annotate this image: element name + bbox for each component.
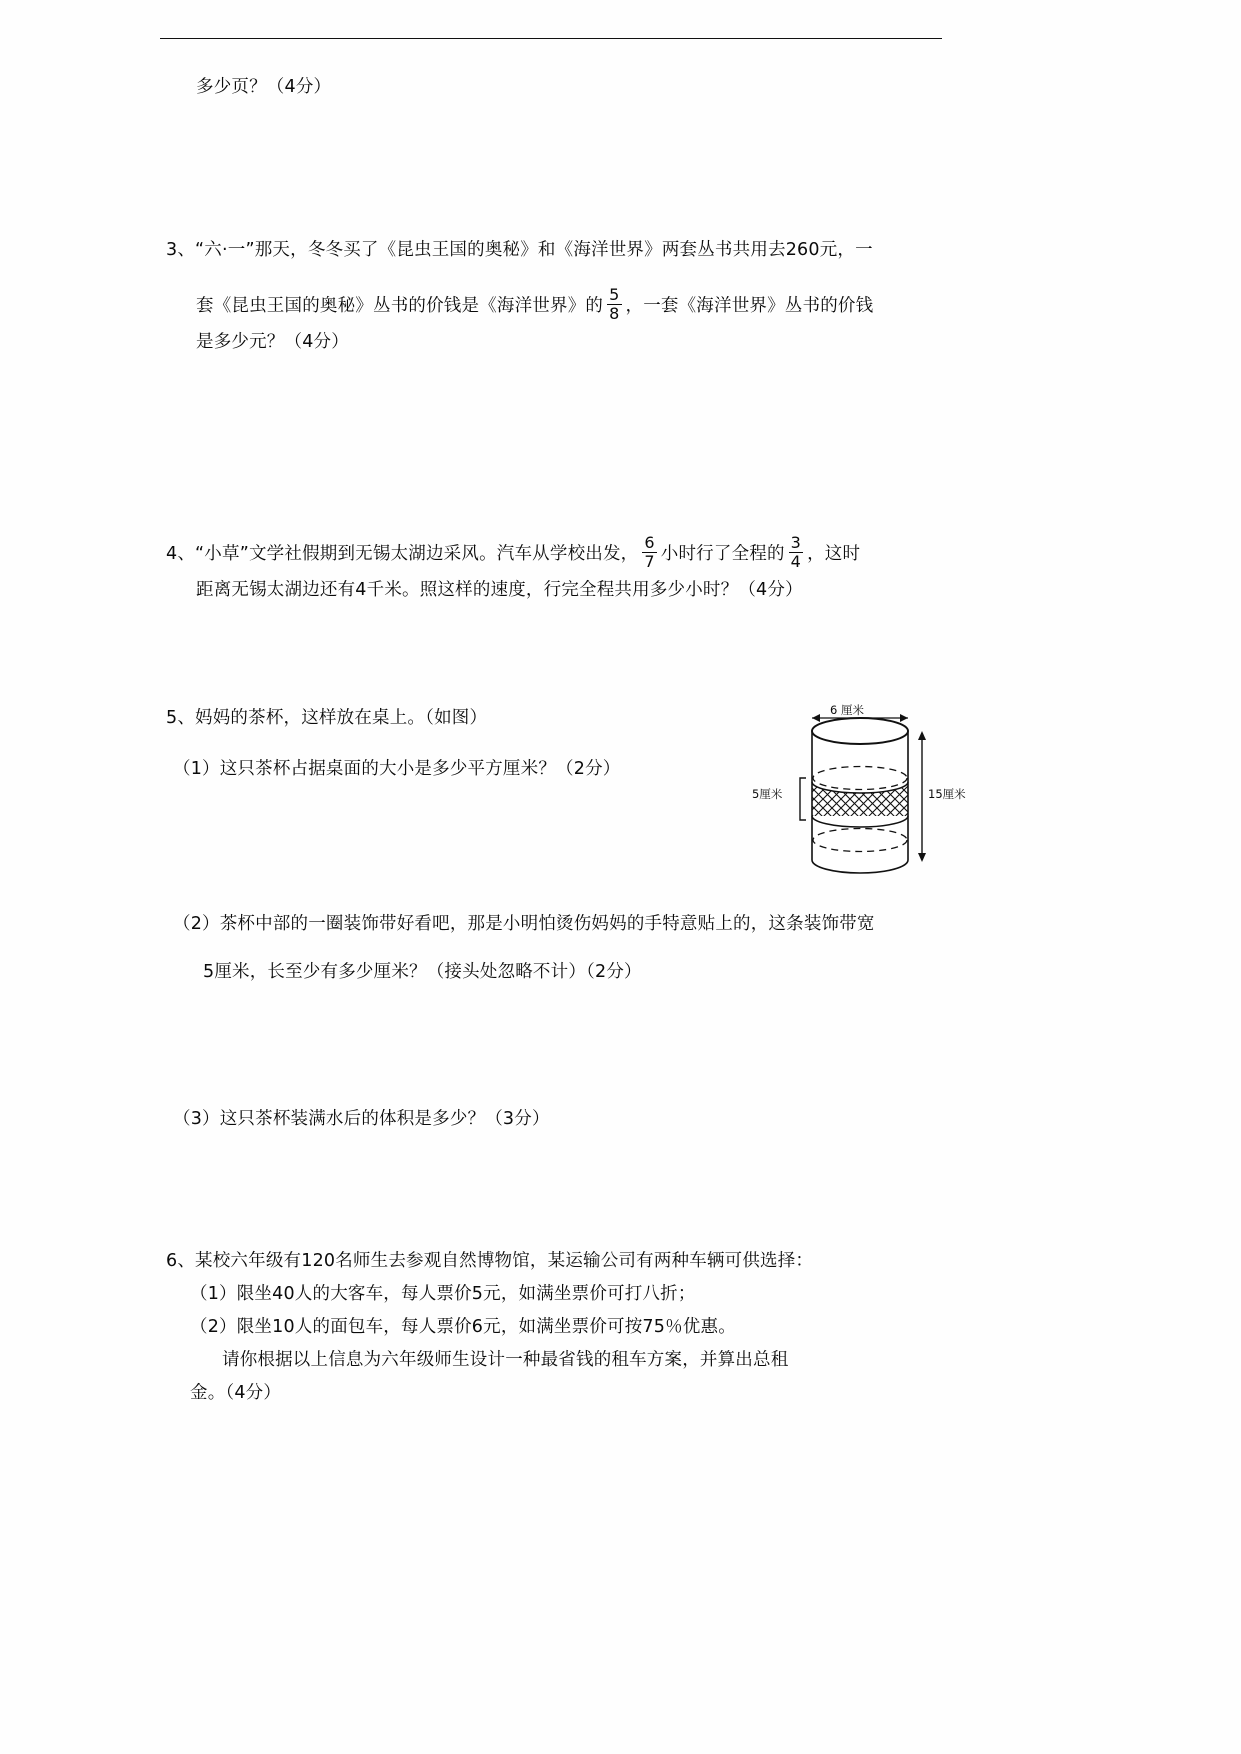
question-5-line-1: 5、妈妈的茶杯，这样放在桌上。（如图） [166, 708, 488, 728]
question-4-line-1 [166, 533, 861, 572]
fraction-5-8 [607, 287, 621, 323]
q3-l2-part-b: ，一套《海洋世界》丛书的价钱 [625, 295, 874, 316]
q4-l1-part-a: 4、“小草”文学社假期到无锡太湖边采风。汽车从学校出发， [166, 543, 639, 564]
question-4-line-2: 距离无锡太湖边还有4千米。照这样的速度，行完全程共用多少小时？（4分） [196, 580, 803, 600]
teacup-cylinder-figure [752, 700, 975, 890]
figure-label-band-width: 5厘米 [752, 787, 783, 801]
question-3-line-1: 3、“六·一”那天，冬冬买了《昆虫王国的奥秘》和《海洋世界》两套丛书共用去260元，一 [166, 240, 873, 260]
arrow-head-up [918, 731, 926, 740]
continued-question-text: 多少页？（4分） [196, 77, 332, 97]
fraction-denominator: 4 [790, 552, 802, 572]
fraction-denominator: 8 [609, 304, 620, 324]
question-6-option-1: （1）限坐40人的大客车，每人票价5元，如满坐票价可打八折； [190, 1284, 696, 1304]
question-6-prompt-line-2: 金。（4分） [190, 1383, 282, 1403]
question-5-sub-3: （3）这只茶杯装满水后的体积是多少？（3分） [173, 1109, 550, 1129]
fraction-numerator: 3 [790, 533, 802, 552]
figure-label-diameter: 6 厘米 [830, 703, 864, 717]
question-6-option-2: （2）限坐10人的面包车，每人票价6元，如满坐票价可按75％优惠。 [190, 1317, 736, 1337]
arrow-head-down [918, 853, 926, 862]
q3-l2-part-a: 套《昆虫王国的奥秘》丛书的价钱是《海洋世界》的 [196, 295, 604, 316]
q4-l1-part-c: ，这时 [807, 543, 861, 564]
question-6-prompt-line-1: 请你根据以上信息为六年级师生设计一种最省钱的租车方案，并算出总租 [222, 1350, 789, 1370]
fraction-numerator: 6 [644, 533, 655, 552]
question-3-line-2 [196, 285, 874, 324]
fraction-numerator: 5 [609, 285, 620, 304]
q4-l1-part-b: 小时行了全程的 [660, 543, 785, 564]
question-5-sub-2-line-2: 5厘米，长至少有多少厘米？（接头处忽略不计）（2分） [203, 962, 642, 982]
question-6-line-1: 6、某校六年级有120名师生去参观自然博物馆，某运输公司有两种车辆可供选择： [166, 1251, 814, 1271]
question-5-sub-2-line-1: （2）茶杯中部的一圈装饰带好看吧，那是小明怕烫伤妈妈的手特意贴上的，这条装饰带宽 [173, 914, 875, 934]
fraction-3-4 [789, 535, 803, 571]
arrow-head-left [812, 714, 820, 722]
header-divider [160, 38, 942, 39]
fraction-denominator: 7 [644, 552, 655, 572]
arrow-head-right [900, 714, 908, 722]
question-5-sub-1: （1）这只茶杯占据桌面的大小是多少平方厘米？（2分） [173, 759, 621, 779]
fraction-6-7 [642, 535, 656, 571]
cylinder-top-rim [812, 718, 908, 744]
band-height-brace [800, 778, 806, 820]
figure-label-height: 15厘米 [928, 787, 966, 801]
question-3-line-3: 是多少元？（4分） [196, 332, 349, 352]
